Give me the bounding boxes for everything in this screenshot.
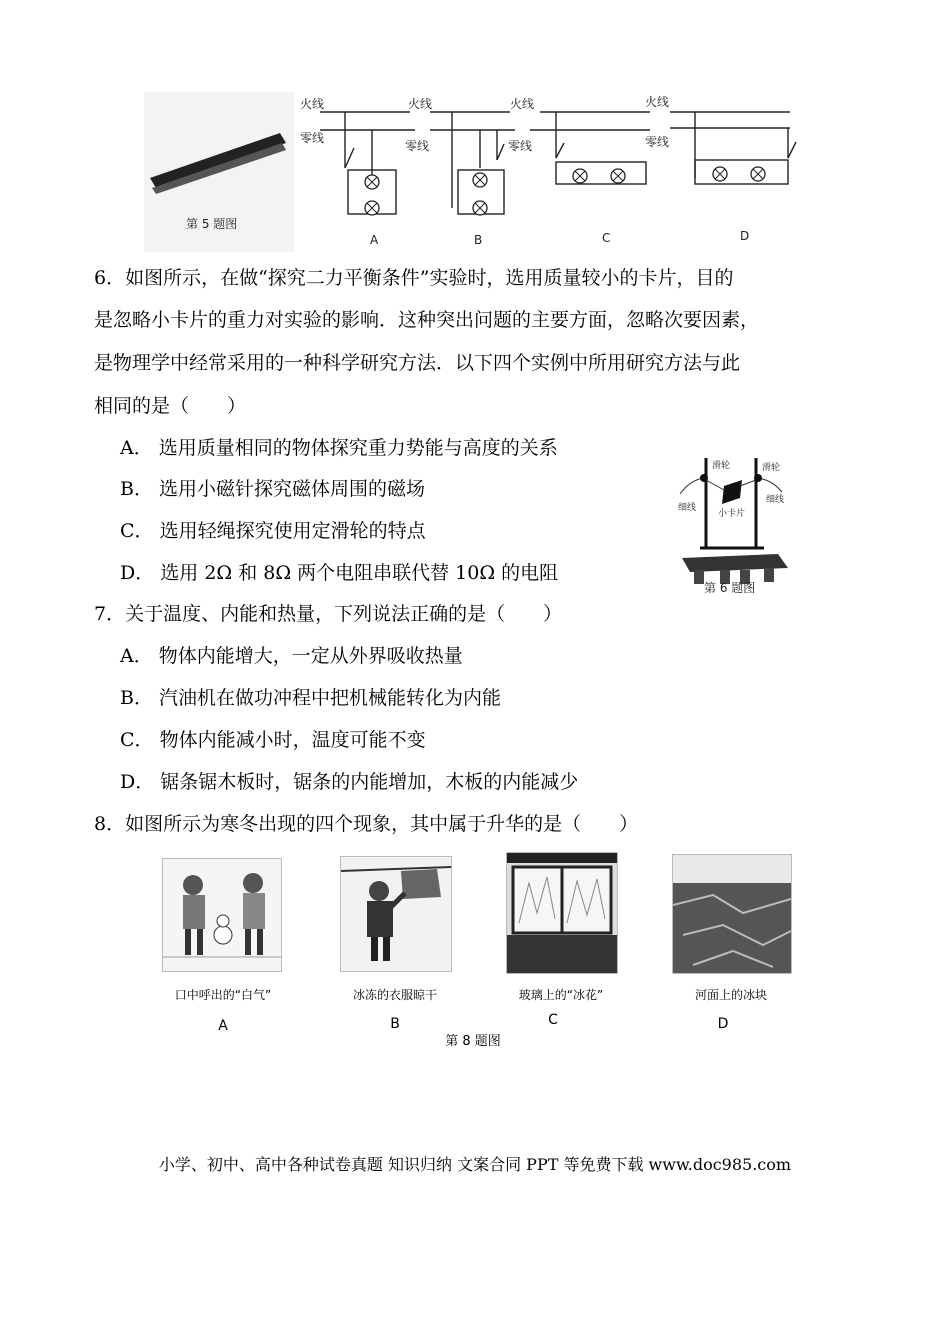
picture-b-caption: 冰冻的衣服晾干 — [352, 988, 437, 1002]
picture-b-letter: B — [390, 1016, 400, 1032]
figure-8 — [148, 848, 798, 1058]
q7-stem: 7．关于温度、内能和热量，下列说法正确的是（ ） — [94, 603, 563, 625]
figure-8-caption: 第 8 题图 — [445, 1034, 501, 1049]
frozen-clothes-illustration — [341, 857, 451, 971]
picture-c-caption: 玻璃上的“冰花” — [518, 988, 604, 1002]
option-a-label: A — [370, 233, 379, 247]
pulley-label-left: 滑轮 — [712, 461, 731, 471]
live-label-a: 火线 — [300, 97, 325, 111]
children-snowman-illustration — [163, 859, 281, 971]
q6-line-4: 相同的是（ ） — [94, 395, 247, 417]
picture-c — [506, 852, 618, 974]
pulley-label-right: 滑轮 — [762, 463, 781, 473]
river-ice-photo — [673, 855, 791, 973]
q7-option-b: B． 汽油机在做功冲程中把机械能转化为内能 — [120, 687, 502, 709]
ice-flower-window-illustration — [507, 853, 617, 973]
picture-d — [672, 854, 792, 974]
circuit-wires — [320, 112, 796, 214]
live-label-b: 火线 — [408, 97, 433, 111]
option-d-label: D — [740, 229, 750, 243]
picture-a — [162, 858, 282, 972]
figure-5-caption: 第 5 题图 — [186, 217, 238, 231]
card-label: 小卡片 — [718, 509, 746, 519]
figure-6-caption: 第 6 题图 — [704, 581, 756, 595]
figure-5-svg — [140, 88, 820, 258]
picture-d-caption: 河面上的冰块 — [694, 988, 767, 1002]
q6-line-1: 6．如图所示，在做“探究二力平衡条件”实验时，选用质量较小的卡片，目的 — [94, 267, 734, 289]
q7-option-c: C． 物体内能减小时，温度可能不变 — [120, 729, 426, 751]
figure-5 — [140, 88, 820, 258]
q6-option-a: A． 选用质量相同的物体探究重力势能与高度的关系 — [120, 437, 558, 459]
q7-option-d: D． 锯条锯木板时，锯条的内能增加，木板的内能减少 — [120, 771, 579, 793]
lamp-cross-marks — [367, 169, 763, 213]
q6-option-b: B． 选用小磁针探究磁体周围的磁场 — [120, 478, 426, 500]
q6-option-d: D． 选用 2Ω 和 8Ω 两个电阻串联代替 10Ω 的电阻 — [120, 562, 559, 584]
neutral-label-d: 零线 — [645, 135, 670, 149]
picture-a-caption: 口中呼出的“白气” — [174, 988, 272, 1002]
picture-b — [340, 856, 452, 972]
live-label-c: 火线 — [510, 97, 535, 111]
string-label-right: 细线 — [766, 495, 785, 505]
string-label-left: 细线 — [678, 503, 697, 513]
page-footer: 小学、初中、高中各种试卷真题 知识归纳 文案合同 PPT 等免费下载 www.doc985.com — [158, 1155, 792, 1174]
neutral-label-a: 零线 — [300, 131, 325, 145]
q7-option-a: A． 物体内能增大，一定从外界吸收热量 — [120, 645, 463, 667]
live-label-d: 火线 — [645, 95, 670, 109]
q6-option-c: C． 选用轻绳探究使用定滑轮的特点 — [120, 520, 426, 542]
neutral-label-c: 零线 — [508, 139, 533, 153]
figure-6 — [660, 450, 800, 600]
option-b-label: B — [474, 233, 483, 247]
picture-d-letter: D — [717, 1016, 729, 1032]
q6-line-3: 是物理学中经常采用的一种科学研究方法．以下四个实例中所用研究方法与此 — [94, 352, 741, 374]
picture-c-letter: C — [548, 1012, 558, 1028]
figure-6-svg — [660, 450, 800, 600]
q6-line-2: 是忽略小卡片的重力对实验的影响．这种突出问题的主要方面，忽略次要因素， — [94, 309, 760, 331]
lamp-icons — [365, 167, 765, 215]
neutral-label-b: 零线 — [405, 139, 430, 153]
q8-stem: 8．如图所示为寒冬出现的四个现象，其中属于升华的是（ ） — [94, 813, 639, 835]
option-c-label: C — [602, 231, 611, 245]
picture-a-letter: A — [218, 1018, 228, 1034]
